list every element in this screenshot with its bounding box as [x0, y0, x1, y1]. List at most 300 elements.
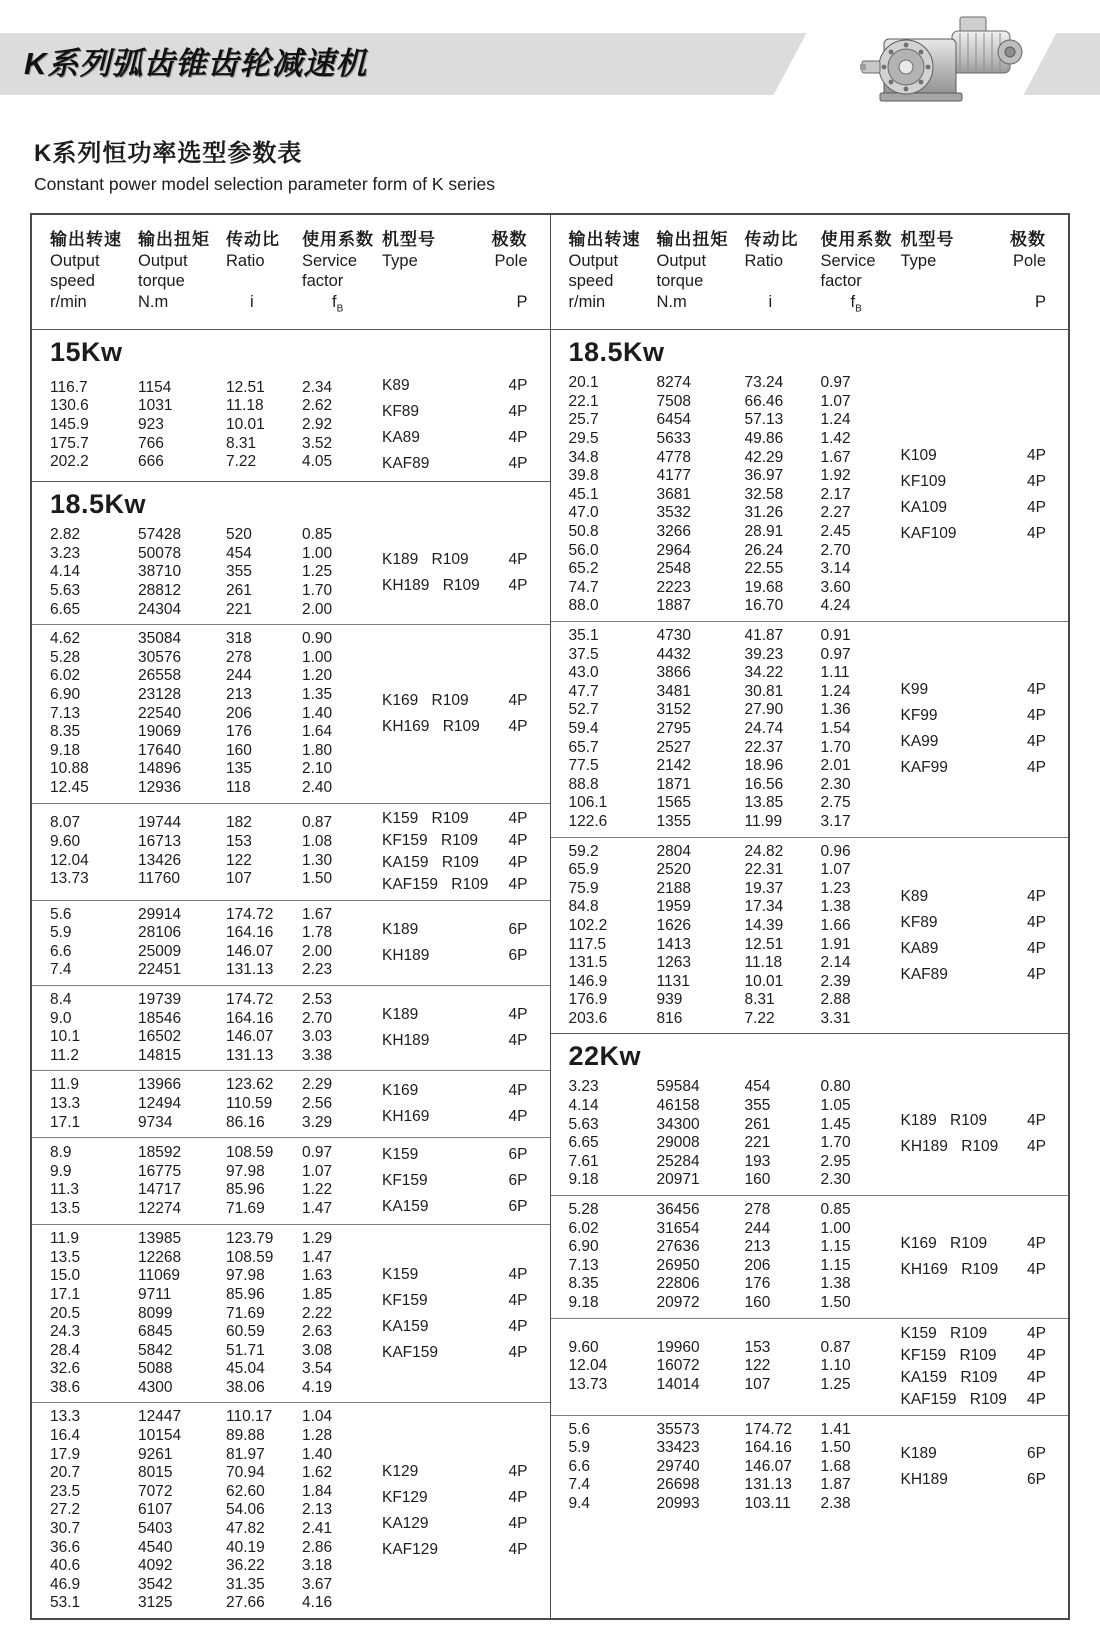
cell-output-torque: 7508 [656, 392, 691, 410]
data-rows [50, 804, 382, 900]
cell-output-speed: 20.5 [50, 1304, 81, 1322]
cell-ratio: 17.34 [744, 898, 784, 916]
cell-service-factor: 3.29 [302, 1113, 333, 1131]
cell-ratio: 14.39 [744, 916, 784, 934]
cell-service-factor: 1.41 [820, 1420, 851, 1438]
cell-ratio: 38.06 [226, 1378, 265, 1396]
cell-ratio: 97.98 [226, 1162, 265, 1180]
cell-output-torque: 2223 [656, 578, 691, 596]
cell-output-torque: 8274 [656, 374, 691, 392]
cell-service-factor: 1.15 [820, 1238, 851, 1256]
type-entry [382, 1314, 528, 1340]
column-header-en: Output [656, 252, 707, 270]
cell-output-torque: 22451 [138, 961, 182, 979]
page-title: K系列恒功率选型参数表 [34, 140, 303, 167]
cell-service-factor: 1.66 [820, 916, 851, 934]
type-name: KF89 [382, 403, 420, 421]
type-entry [382, 1194, 528, 1220]
cell-output-torque: 939 [656, 991, 683, 1009]
data-group [551, 1318, 1069, 1415]
data-row [50, 1010, 382, 1029]
cell-output-speed: 8.35 [50, 723, 81, 741]
type-pole: 4P [508, 1291, 528, 1309]
data-rows [569, 1319, 901, 1415]
data-row [50, 1047, 382, 1066]
column-header-cn: 极数 [1010, 230, 1046, 249]
data-row [569, 1376, 901, 1395]
type-entry [901, 443, 1047, 469]
column-header-pole [1010, 228, 1046, 320]
type-name: KH169 R109 [382, 717, 480, 735]
cell-output-torque: 2548 [656, 560, 691, 578]
page-subtitle: Constant power model selection parameter form of K series [34, 174, 496, 194]
cell-output-torque: 14717 [138, 1181, 182, 1199]
cell-output-torque: 8099 [138, 1304, 173, 1322]
type-name: KF159 [382, 1172, 428, 1190]
cell-service-factor: 1.29 [302, 1230, 333, 1248]
type-list [382, 1225, 528, 1402]
cell-ratio: 49.86 [744, 430, 784, 448]
cell-ratio: 30.81 [744, 682, 784, 700]
column-header-en [226, 271, 302, 291]
type-name: K89 [900, 887, 929, 905]
cell-output-torque: 18546 [138, 1009, 182, 1027]
cell-ratio: 31.35 [226, 1575, 265, 1593]
cell-service-factor: 2.29 [302, 1076, 333, 1094]
cell-service-factor: 1.24 [820, 411, 851, 429]
cell-output-torque: 27636 [656, 1238, 700, 1256]
type-pole: 4P [508, 691, 528, 709]
cell-ratio: 520 [226, 526, 252, 544]
data-group [551, 1195, 1069, 1318]
data-row [50, 1181, 382, 1200]
cell-ratio: 131.13 [744, 1476, 792, 1494]
data-rows [50, 625, 382, 802]
cell-output-speed: 6.6 [50, 942, 72, 960]
type-list [901, 622, 1047, 837]
cell-output-speed: 46.9 [50, 1575, 81, 1593]
data-row [50, 1342, 382, 1361]
type-pole: 4P [1027, 1234, 1046, 1252]
data-row [569, 776, 901, 795]
type-entry [901, 495, 1047, 521]
cell-output-torque: 20993 [656, 1494, 700, 1512]
cell-output-speed: 9.18 [50, 741, 81, 759]
cell-service-factor: 0.87 [302, 814, 333, 832]
data-rows [569, 1073, 901, 1195]
cell-output-torque: 3481 [656, 682, 691, 700]
cell-output-speed: 5.9 [568, 1439, 591, 1457]
data-row [569, 430, 901, 449]
type-name: K159 R109 [382, 809, 469, 827]
cell-service-factor: 1.50 [820, 1439, 851, 1457]
column-header-unit: $f_B$ [332, 293, 344, 315]
cell-ratio: 36.22 [226, 1557, 265, 1575]
data-rows [569, 622, 901, 837]
cell-service-factor: 2.27 [820, 504, 851, 522]
column-header-cn: 极数 [491, 230, 528, 249]
cell-output-torque: 17640 [138, 741, 182, 759]
data-row [569, 627, 901, 646]
type-entry [382, 373, 528, 399]
cell-ratio: 10.01 [226, 416, 265, 433]
type-pole: 4P [508, 377, 528, 395]
cell-output-speed: 175.7 [50, 434, 89, 452]
type-pole: 4P [508, 1108, 528, 1126]
type-entry [901, 729, 1047, 755]
data-row [569, 1097, 901, 1116]
column-headers [551, 215, 1069, 330]
data-row [569, 597, 901, 616]
type-entry [382, 547, 528, 573]
cell-output-torque: 26698 [656, 1476, 700, 1494]
column-header-ratio [226, 228, 302, 320]
cell-output-speed: 9.18 [568, 1171, 599, 1189]
cell-output-speed: 3.23 [568, 1078, 599, 1096]
type-name: KH189 [382, 946, 430, 964]
table-half-right [551, 215, 1069, 1618]
column-header-cn: 输出转速 [568, 230, 641, 249]
cell-output-speed: 5.63 [568, 1115, 599, 1133]
cell-service-factor: 1.91 [820, 935, 851, 953]
type-list [382, 1071, 528, 1137]
cell-output-speed: 6.65 [568, 1134, 599, 1152]
cell-output-torque: 4432 [656, 645, 691, 663]
cell-output-torque: 19960 [656, 1338, 700, 1356]
column-header-cn: 输出扭矩 [138, 230, 210, 249]
cell-output-torque: 7072 [138, 1482, 173, 1500]
cell-output-torque: 1565 [656, 794, 691, 812]
data-row [50, 582, 382, 601]
cell-output-torque: 36456 [656, 1201, 700, 1219]
cell-ratio: 355 [744, 1097, 771, 1115]
column-header-cn: 传动比 [744, 230, 799, 249]
column-header-unit: r/min [568, 293, 606, 311]
cell-service-factor: 2.23 [302, 961, 333, 979]
cell-ratio: 176 [744, 1275, 771, 1293]
cell-output-speed: 34.8 [568, 448, 599, 466]
type-entry [901, 1389, 1047, 1411]
cell-output-torque: 816 [656, 1009, 683, 1027]
cell-output-speed: 17.9 [50, 1445, 81, 1463]
type-pole: 4P [508, 1462, 528, 1480]
cell-output-torque: 1355 [656, 812, 691, 830]
cell-output-torque: 26950 [656, 1256, 700, 1274]
type-name: K89 [382, 377, 410, 395]
data-row [569, 843, 901, 862]
cell-ratio: 86.16 [226, 1113, 265, 1131]
cell-service-factor: 2.34 [302, 378, 333, 396]
column-header-en: Service [302, 252, 358, 270]
page-banner [0, 33, 1100, 95]
power-section [551, 330, 1069, 1033]
data-row [569, 1116, 901, 1135]
type-entry [382, 1288, 528, 1314]
cell-ratio: 131.13 [226, 961, 274, 979]
data-row [569, 991, 901, 1010]
data-row [50, 453, 382, 472]
cell-output-torque: 3542 [138, 1575, 173, 1593]
cell-service-factor: 1.23 [820, 879, 851, 897]
cell-ratio: 85.96 [226, 1181, 265, 1199]
cell-output-speed: 145.9 [50, 416, 89, 433]
column-headers [32, 215, 550, 330]
cell-output-torque: 57428 [138, 526, 182, 544]
data-row [50, 1076, 382, 1095]
type-entry [382, 1340, 528, 1366]
data-row [569, 523, 901, 542]
cell-service-factor: 1.47 [302, 1248, 333, 1266]
data-row [50, 991, 382, 1010]
cell-output-torque: 16713 [138, 833, 182, 851]
cell-service-factor: 1.47 [302, 1199, 333, 1217]
cell-service-factor: 1.00 [820, 1219, 851, 1237]
data-row [569, 739, 901, 758]
cell-output-speed: 35.1 [568, 627, 599, 645]
column-header-speed [50, 228, 138, 320]
cell-output-speed: 50.8 [568, 523, 599, 541]
data-row [569, 1339, 901, 1358]
cell-output-speed: 5.9 [50, 924, 72, 942]
cell-output-speed: 4.62 [50, 630, 81, 648]
data-row [50, 705, 382, 724]
type-list [901, 1073, 1047, 1195]
data-row [569, 1134, 901, 1153]
cell-ratio: 42.29 [744, 448, 784, 466]
data-row [50, 1520, 382, 1539]
type-pole: 4P [508, 1488, 528, 1506]
cell-service-factor: 2.00 [302, 942, 333, 960]
cell-service-factor: 2.10 [302, 760, 333, 778]
data-row [50, 416, 382, 435]
column-header-en: Output [50, 252, 100, 270]
cell-service-factor: 1.15 [820, 1256, 851, 1274]
type-name: KAF109 [900, 525, 957, 543]
cell-ratio: 12.51 [744, 935, 784, 953]
data-group [551, 369, 1069, 621]
column-header-speed [569, 228, 657, 320]
cell-output-speed: 4.14 [50, 563, 81, 581]
type-list [382, 521, 528, 624]
cell-output-torque: 2795 [656, 719, 691, 737]
cell-ratio: 39.23 [744, 645, 784, 663]
type-entry [382, 1028, 528, 1054]
cell-output-speed: 12.04 [568, 1357, 608, 1375]
type-list [382, 804, 528, 900]
cell-output-torque: 9711 [138, 1285, 172, 1303]
data-row [50, 852, 382, 871]
cell-output-speed: 10.1 [50, 1028, 81, 1046]
data-row [50, 1483, 382, 1502]
data-row [569, 1010, 901, 1029]
cell-service-factor: 1.08 [302, 833, 333, 851]
cell-service-factor: 1.68 [820, 1457, 851, 1475]
type-name: KAF159 R109 [382, 875, 489, 893]
cell-service-factor: 3.67 [302, 1575, 333, 1593]
cell-ratio: 174.72 [744, 1420, 792, 1438]
data-group [32, 985, 550, 1070]
cell-output-speed: 8.35 [568, 1275, 599, 1293]
column-header-cn: 使用系数 [302, 230, 374, 249]
cell-ratio: 24.74 [744, 719, 784, 737]
cell-output-torque: 4730 [656, 627, 691, 645]
type-pole: 4P [1027, 913, 1046, 931]
cell-output-torque: 20972 [656, 1294, 700, 1312]
cell-service-factor: 3.17 [820, 812, 851, 830]
cell-output-torque: 9734 [138, 1113, 173, 1131]
type-pole: 4P [508, 403, 528, 421]
cell-service-factor: 1.70 [820, 1134, 851, 1152]
type-pole: 4P [508, 455, 528, 473]
cell-ratio: 454 [226, 544, 252, 562]
type-name: KH189 [900, 1471, 948, 1489]
cell-output-torque: 29914 [138, 905, 182, 923]
cell-output-torque: 1626 [656, 916, 691, 934]
type-list [901, 838, 1047, 1034]
column-header-unit: r/min [50, 293, 87, 311]
cell-output-speed: 9.0 [50, 1009, 72, 1027]
data-row [569, 757, 901, 776]
type-entry [382, 1168, 528, 1194]
type-entry [382, 943, 528, 969]
cell-output-speed: 13.73 [50, 870, 89, 888]
type-list [382, 901, 528, 985]
cell-output-torque: 19069 [138, 723, 182, 741]
type-pole: 4P [1027, 681, 1046, 699]
type-name: KAF89 [900, 965, 948, 983]
section-title: 18.5Kw [50, 489, 147, 520]
cell-service-factor: 1.70 [302, 582, 333, 600]
data-group [32, 521, 550, 624]
data-row [569, 720, 901, 739]
cell-service-factor: 2.30 [820, 1171, 851, 1189]
column-header-unit: $f_B$ [850, 293, 862, 315]
cell-output-torque: 22806 [656, 1275, 700, 1293]
type-entry [382, 1485, 528, 1511]
type-name: KA89 [382, 429, 420, 447]
type-pole: 4P [1027, 1260, 1046, 1278]
cell-ratio: 36.97 [744, 467, 784, 485]
type-entry [382, 1078, 528, 1104]
type-list [901, 1319, 1047, 1415]
cell-service-factor: 1.36 [820, 701, 851, 719]
type-name: KA89 [900, 939, 939, 957]
cell-ratio: 54.06 [226, 1501, 265, 1519]
data-row [569, 1439, 901, 1458]
cell-output-torque: 1154 [138, 378, 172, 396]
cell-output-speed: 88.8 [568, 775, 599, 793]
cell-output-speed: 5.28 [568, 1201, 599, 1219]
cell-ratio: 32.58 [744, 485, 784, 503]
column-header-en: Output [138, 252, 188, 270]
type-name: K109 [900, 447, 937, 465]
type-list [901, 369, 1047, 621]
cell-service-factor: 1.50 [820, 1294, 851, 1312]
type-pole: 4P [508, 1082, 528, 1100]
column-header-en: Pole [494, 252, 528, 270]
numeric-headers [569, 228, 901, 320]
cell-service-factor: 3.54 [302, 1360, 333, 1378]
cell-output-speed: 65.7 [568, 738, 599, 756]
data-row [569, 1220, 901, 1239]
cell-output-speed: 11.9 [50, 1076, 80, 1094]
type-name: K169 R109 [382, 691, 469, 709]
cell-output-speed: 59.2 [568, 842, 599, 860]
cell-output-torque: 5403 [138, 1520, 173, 1538]
data-row [50, 833, 382, 852]
type-name: KA159 R109 [900, 1368, 998, 1386]
cell-ratio: 73.24 [744, 374, 784, 392]
data-row [569, 1201, 901, 1220]
data-row [569, 936, 901, 955]
data-row [50, 1095, 382, 1114]
column-header-en: Pole [1012, 252, 1046, 270]
cell-ratio: 213 [226, 686, 252, 704]
cell-service-factor: 1.30 [302, 851, 333, 869]
cell-output-torque: 2142 [656, 757, 691, 775]
type-name: KAF129 [382, 1540, 439, 1558]
cell-output-speed: 20.7 [50, 1464, 81, 1482]
cell-output-speed: 5.63 [50, 582, 81, 600]
type-entry [901, 469, 1047, 495]
type-entry [901, 1345, 1047, 1367]
cell-service-factor: 1.84 [302, 1482, 333, 1500]
cell-ratio: 16.70 [744, 597, 784, 615]
cell-output-speed: 6.02 [568, 1219, 599, 1237]
data-row [569, 1171, 901, 1190]
gearbox-product-image [860, 9, 1038, 115]
cell-ratio: 153 [226, 833, 252, 851]
cell-ratio: 41.87 [744, 627, 784, 645]
title-block [34, 133, 1100, 195]
type-pole: 4P [1027, 1138, 1046, 1156]
type-name: KH189 R109 [382, 576, 480, 594]
type-pole: 4P [508, 853, 528, 871]
type-entry [901, 936, 1047, 962]
cell-output-speed: 24.3 [50, 1323, 81, 1341]
cell-output-torque: 6845 [138, 1323, 173, 1341]
type-pole: 4P [508, 1540, 528, 1558]
column-header-en: Ratio [744, 252, 784, 270]
cell-output-speed: 75.9 [568, 879, 599, 897]
column-header-factor [302, 228, 382, 320]
cell-service-factor: 2.63 [302, 1323, 333, 1341]
cell-output-torque: 2527 [656, 738, 691, 756]
cell-ratio: 107 [226, 870, 252, 888]
cell-service-factor: 2.41 [302, 1520, 333, 1538]
cell-output-torque: 12447 [138, 1408, 182, 1426]
cell-output-speed: 102.2 [568, 916, 608, 934]
cell-output-torque: 2188 [656, 879, 691, 897]
cell-service-factor: 1.92 [820, 467, 851, 485]
type-entry [901, 910, 1047, 936]
cell-output-torque: 24304 [138, 600, 182, 618]
data-group [32, 1137, 550, 1224]
column-header-unit [901, 291, 955, 313]
cell-output-speed: 5.28 [50, 648, 81, 666]
type-name: KF159 R109 [900, 1346, 997, 1364]
cell-service-factor: 0.96 [820, 842, 851, 860]
type-pole: 4P [1027, 759, 1046, 777]
data-row [569, 1476, 901, 1495]
cell-output-speed: 13.3 [50, 1094, 81, 1112]
cell-service-factor: 0.97 [820, 374, 851, 392]
cell-output-torque: 3866 [656, 664, 691, 682]
cell-output-speed: 2.82 [50, 526, 81, 544]
column-header-en [745, 271, 821, 291]
type-name: KAF89 [382, 455, 430, 473]
type-pole: 4P [508, 809, 528, 827]
